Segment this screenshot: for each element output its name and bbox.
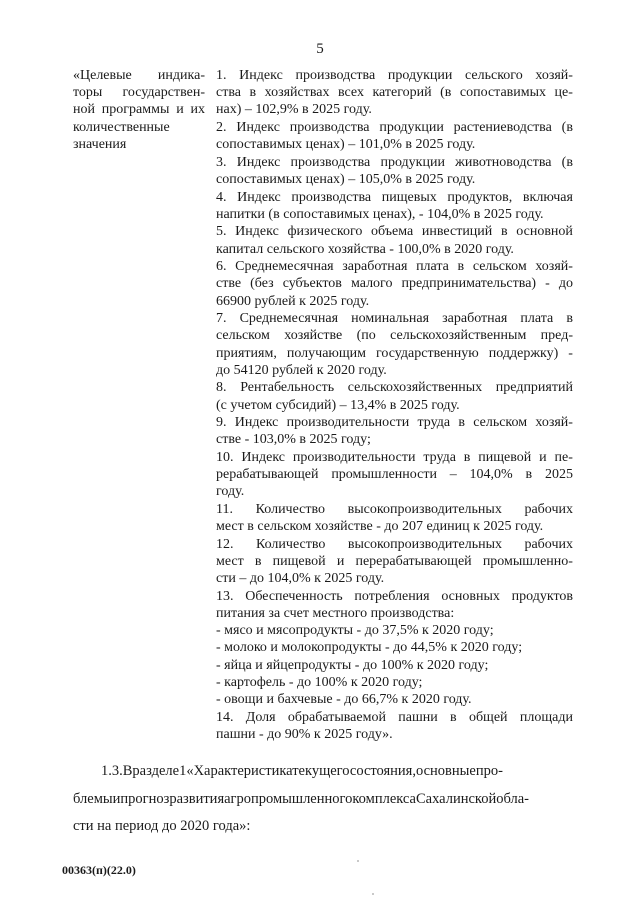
indicator-item <box>216 154 573 188</box>
scan-speck <box>357 860 359 862</box>
document-code: 00363(п)(22.0) <box>62 863 136 877</box>
heading-line-5: значения <box>73 136 127 152</box>
indicator-line: 5. Индекс физического объема инвестиций в основной <box>216 224 573 240</box>
indicator-item <box>216 189 573 223</box>
indicator-line: сопоставимых ценах) – 101,0% в 2025 году. <box>216 137 476 153</box>
indicator-line: капитал сельского хозяйства - 100,0% в 2020 году. <box>216 241 514 257</box>
indicator-line: - яйца и яйцепродукты - до 100% к 2020 году; <box>216 657 489 673</box>
indicator-line: 3. Индекс производства продукции животноводства (в <box>216 154 573 170</box>
indicator-line: 7. Среднемесячная номинальная заработная плата в <box>216 311 573 327</box>
indicator-line: питания за счет местного производства: <box>216 605 455 621</box>
indicator-line: 8. Рентабельность сельскохозяйственных предприятий <box>216 380 573 396</box>
indicator-item <box>216 414 573 448</box>
indicator-line: году. <box>216 484 245 500</box>
page-number: 5 <box>316 41 324 57</box>
paragraph-line: 1.3.Вразделе1«Характеристикатекущегосостояния,основныепро- <box>101 763 503 779</box>
indicator-item <box>216 310 573 379</box>
indicator-line: 2. Индекс производства продукции растениеводства (в <box>216 120 573 135</box>
indicator-line: - молоко и молокопродукты - до 44,5% к 2020 году; <box>216 640 523 656</box>
indicator-heading-cell <box>73 67 205 153</box>
indicator-line: сельском хозяйстве (по сельскохозяйственным пред- <box>216 328 573 344</box>
indicator-item <box>216 119 573 153</box>
indicator-line: пашни - до 90% к 2025 году». <box>216 726 393 742</box>
indicator-line: напитки (в сопоставимых ценах), - 104,0% в 2025 году. <box>216 206 544 222</box>
indicator-line: сопоставимых ценах) – 105,0% в 2025 году. <box>216 172 476 187</box>
indicator-item <box>216 536 573 588</box>
indicator-line: 14. Доля обрабатываемой пашни в общей площади <box>216 709 573 725</box>
indicator-item <box>216 67 573 119</box>
paragraph-line: блемыипрогнозразвитияагропромышленногокомплексаСахалинскойобла- <box>73 790 530 807</box>
indicator-line: сти – до 104,0% к 2025 году. <box>216 571 385 587</box>
indicator-line: приятиям, получающим государственную поддержку) - <box>216 345 573 361</box>
indicator-line: - картофель - до 100% к 2020 году; <box>216 674 423 690</box>
indicator-line: стве (без субъектов малого предпринимательства) - до <box>216 276 573 292</box>
indicator-list <box>216 67 573 743</box>
indicator-item <box>216 449 573 501</box>
indicator-line: - овощи и бахчевые - до 66,7% к 2020 году. <box>216 692 472 707</box>
indicator-line: ства в хозяйствах всех категорий (в сопоставимых це- <box>216 85 573 101</box>
indicator-line: стве - 103,0% в 2025 году; <box>216 432 371 448</box>
indicator-line: 1. Индекс производства продукции сельского хозяй- <box>216 68 573 83</box>
indicator-line: (с учетом субсидий) – 13,4% в 2025 году. <box>216 397 460 413</box>
paragraph-line: сти на период до 2020 года»: <box>73 818 251 834</box>
indicator-item <box>216 223 573 257</box>
indicator-line: 10. Индекс производительности труда в пищевой и пе- <box>216 449 573 465</box>
indicator-line: 13. Обеспеченность потребления основных продуктов <box>216 588 573 604</box>
indicator-line: мест в пищевой и перерабатывающей промышленно- <box>216 553 573 569</box>
section-amendment-paragraph <box>73 758 573 841</box>
indicator-item <box>216 501 573 535</box>
indicator-line: 9. Индекс производительности труда в сельском хозяй- <box>216 415 573 431</box>
heading-line-4: количественные <box>73 119 170 135</box>
indicator-item <box>216 379 573 413</box>
indicator-line: мест в сельском хозяйстве - до 207 единиц к 2025 году. <box>216 519 544 535</box>
heading-line-2: торы государствен- <box>73 85 205 101</box>
indicator-line: 11. Количество высокопроизводительных рабочих <box>216 501 573 517</box>
indicator-item <box>216 258 573 310</box>
indicator-line: 12. Количество высокопроизводительных рабочих <box>216 536 573 552</box>
heading-line-3: ной программы и их <box>73 102 205 118</box>
heading-line-1: «Целевые индика- <box>73 68 205 83</box>
scan-speck <box>372 893 374 895</box>
indicator-line: нах) – 102,9% в 2025 году. <box>216 102 372 118</box>
indicator-line: 4. Индекс производства пищевых продуктов, включая <box>216 189 573 205</box>
indicator-item <box>216 709 573 743</box>
indicator-line: рерабатывающей промышленности – 104,0% в 2025 <box>216 467 573 483</box>
indicator-line: 66900 рублей к 2025 году. <box>216 293 370 309</box>
indicator-line: 6. Среднемесячная заработная плата в сельском хозяй- <box>216 259 573 275</box>
indicator-line: до 54120 рублей к 2020 году. <box>216 362 387 378</box>
indicator-item <box>216 588 573 708</box>
indicator-line: - мясо и мясопродукты - до 37,5% к 2020 году; <box>216 623 494 639</box>
